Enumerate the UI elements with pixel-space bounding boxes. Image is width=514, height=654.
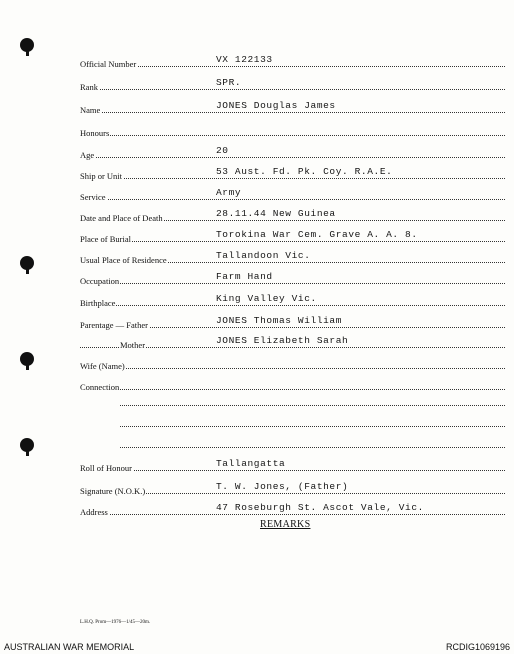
roll-of-honour-value: Tallangatta xyxy=(216,458,286,469)
official-number-label: Official Number xyxy=(80,59,137,69)
rank-value: SPR. xyxy=(216,77,242,88)
footer xyxy=(0,640,514,654)
age-label: Age xyxy=(80,150,95,160)
mother-row xyxy=(80,335,505,348)
age-value: 20 xyxy=(216,145,229,156)
date-place-death-label: Date and Place of Death xyxy=(80,213,163,223)
ship-or-unit-row xyxy=(80,166,505,179)
occupation-label: Occupation xyxy=(80,276,120,286)
footer-institution: AUSTRALIAN WAR MEMORIAL xyxy=(4,642,135,652)
official-number-value: VX 122133 xyxy=(216,54,273,65)
remarks-heading: REMARKS xyxy=(260,519,311,530)
address-value: 47 Roseburgh St. Ascot Vale, Vic. xyxy=(216,502,424,513)
name-value: JONES Douglas James xyxy=(216,100,336,111)
date-place-death-row xyxy=(80,208,505,221)
signature-row xyxy=(80,481,505,494)
birthplace-row xyxy=(80,293,505,306)
punch-hole-icon xyxy=(20,352,34,366)
connection-row xyxy=(80,377,505,390)
service-label: Service xyxy=(80,192,106,202)
name-label: Name xyxy=(80,105,101,115)
rank-row xyxy=(80,77,505,90)
punch-hole-icon xyxy=(20,438,34,452)
place-burial-row xyxy=(80,229,505,242)
honours-label: Honours xyxy=(80,128,110,138)
place-burial-label: Place of Burial xyxy=(80,234,131,244)
punch-hole-icon xyxy=(20,38,34,52)
ship-or-unit-label: Ship or Unit xyxy=(80,171,123,181)
occupation-value: Farm Hand xyxy=(216,271,273,282)
connection-label: Connection xyxy=(80,382,120,392)
address-label: Address xyxy=(80,507,108,517)
father-row xyxy=(80,315,505,328)
roll-of-honour-label: Roll of Honour xyxy=(80,463,132,473)
mother-value: JONES Elizabeth Sarah xyxy=(216,335,349,346)
connection-line xyxy=(120,404,505,406)
mother-label: Mother xyxy=(120,340,146,350)
service-value: Army xyxy=(216,187,242,198)
signature-label: Signature (N.O.K.) xyxy=(80,486,146,496)
official-number-row xyxy=(80,54,505,67)
father-label: Parentage — Father xyxy=(80,320,148,330)
print-code: L.H.Q. Prom—1976—1/45—20m. xyxy=(80,620,151,625)
place-burial-value: Torokina War Cem. Grave A. A. 8. xyxy=(216,229,418,240)
honours-row xyxy=(80,123,505,136)
father-value: JONES Thomas William xyxy=(216,315,343,326)
signature-value: T. W. Jones, (Father) xyxy=(216,481,349,492)
age-row xyxy=(80,145,505,158)
roll-of-honour-row xyxy=(80,458,505,471)
residence-value: Tallandoon Vic. xyxy=(216,250,311,261)
ship-or-unit-value: 53 Aust. Fd. Pk. Coy. R.A.E. xyxy=(216,166,393,177)
service-row xyxy=(80,187,505,200)
connection-line xyxy=(120,425,505,427)
footer-record-id: RCDIG1069196 xyxy=(445,642,510,652)
rank-label: Rank xyxy=(80,82,98,92)
date-place-death-value: 28.11.44 New Guinea xyxy=(216,208,336,219)
residence-row xyxy=(80,250,505,263)
occupation-row xyxy=(80,271,505,284)
wife-label: Wife (Name) xyxy=(80,361,125,371)
wife-row xyxy=(80,356,505,369)
name-row xyxy=(80,100,505,113)
residence-label: Usual Place of Residence xyxy=(80,255,167,265)
address-row xyxy=(80,502,505,515)
birthplace-value: King Valley Vic. xyxy=(216,293,317,304)
connection-line xyxy=(120,446,505,448)
birthplace-label: Birthplace xyxy=(80,298,116,308)
punch-hole-icon xyxy=(20,256,34,270)
